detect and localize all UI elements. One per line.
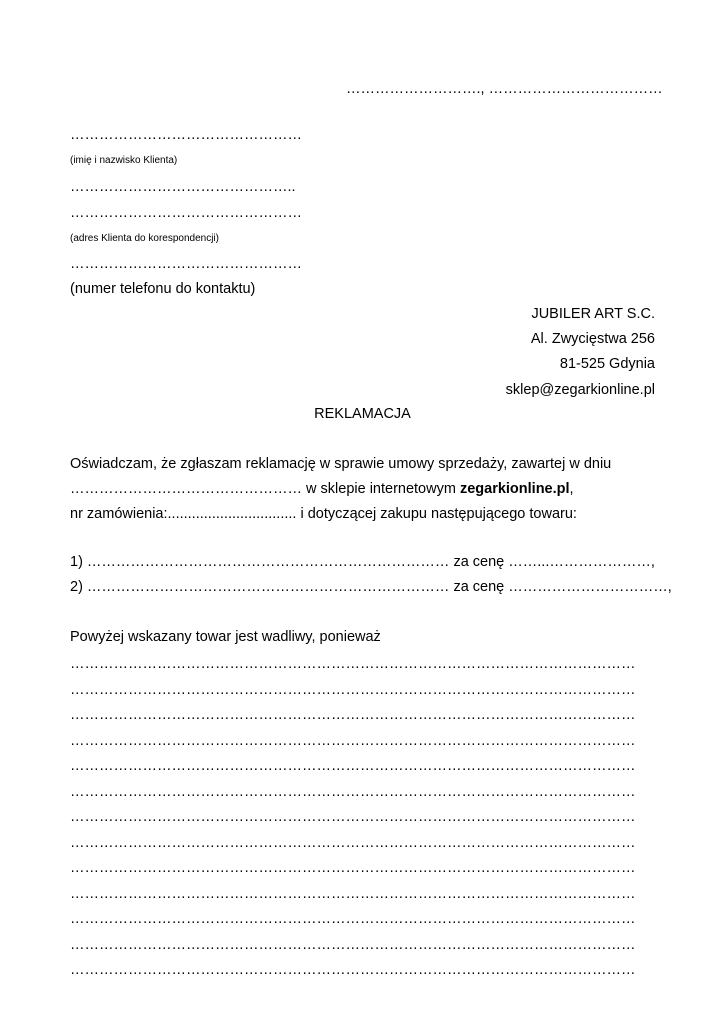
defect-line: ……………………………………………………………………………………………………… [70,937,636,953]
recipient-email: sklep@zegarkionline.pl [505,382,655,398]
defect-line: ……………………………………………………………………………………………………… [70,784,636,800]
client-name-label: (imię i nazwisko Klienta) [70,155,178,166]
defect-line: ……………………………………………………………………………………………………… [70,809,636,825]
defect-line: ……………………………………………………………………………………………………… [70,835,636,851]
recipient-street: Al. Zwycięstwa 256 [530,331,655,347]
client-address-field-2: ………………………………………… [70,205,302,221]
statement-line-3: nr zamówienia:................................ i dotyczącej zakupu następującego towaru: [70,506,577,522]
client-phone-field: ………………………………………… [70,256,302,272]
item-row-1: 1) ………………………………………………………………… za cenę ……...…………………, [70,554,655,570]
defect-line: ……………………………………………………………………………………………………… [70,733,636,749]
statement-line-2-prefix: ………………………………………… w sklepie internetowym [70,481,460,497]
statement-line-1: Oświadczam, że zgłaszam reklamację w sprawie umowy sprzedaży, zawartej w dniu [70,456,612,472]
item-row-2: 2) ………………………………………………………………… za cenę ……………………………, [70,579,672,595]
place-date-field: ………………………., ……………………………… [346,81,663,97]
defect-line: ……………………………………………………………………………………………………… [70,707,636,723]
defect-line: ……………………………………………………………………………………………………… [70,962,636,978]
recipient-company: JUBILER ART S.C. [531,306,655,322]
defect-intro: Powyżej wskazany towar jest wadliwy, ponieważ [70,629,381,645]
statement-line-2 [70,480,574,498]
statement-line-2-suffix: , [569,481,574,497]
document-title: REKLAMACJA [314,406,411,422]
defect-line: ……………………………………………………………………………………………………… [70,656,636,672]
client-address-field-1: ……………………………………….. [70,179,296,195]
shop-name: zegarkionline.pl [459,481,570,497]
defect-line: ……………………………………………………………………………………………………… [70,860,636,876]
defect-line: ……………………………………………………………………………………………………… [70,758,636,774]
defect-line: ……………………………………………………………………………………………………… [70,886,636,902]
defect-line: ……………………………………………………………………………………………………… [70,911,636,927]
recipient-city: 81-525 Gdynia [559,356,655,372]
defect-line: ……………………………………………………………………………………………………… [70,682,636,698]
client-name-field: ………………………………………… [70,127,302,143]
client-phone-label: (numer telefonu do kontaktu) [70,281,256,297]
client-address-label: (adres Klienta do korespondencji) [70,233,219,244]
